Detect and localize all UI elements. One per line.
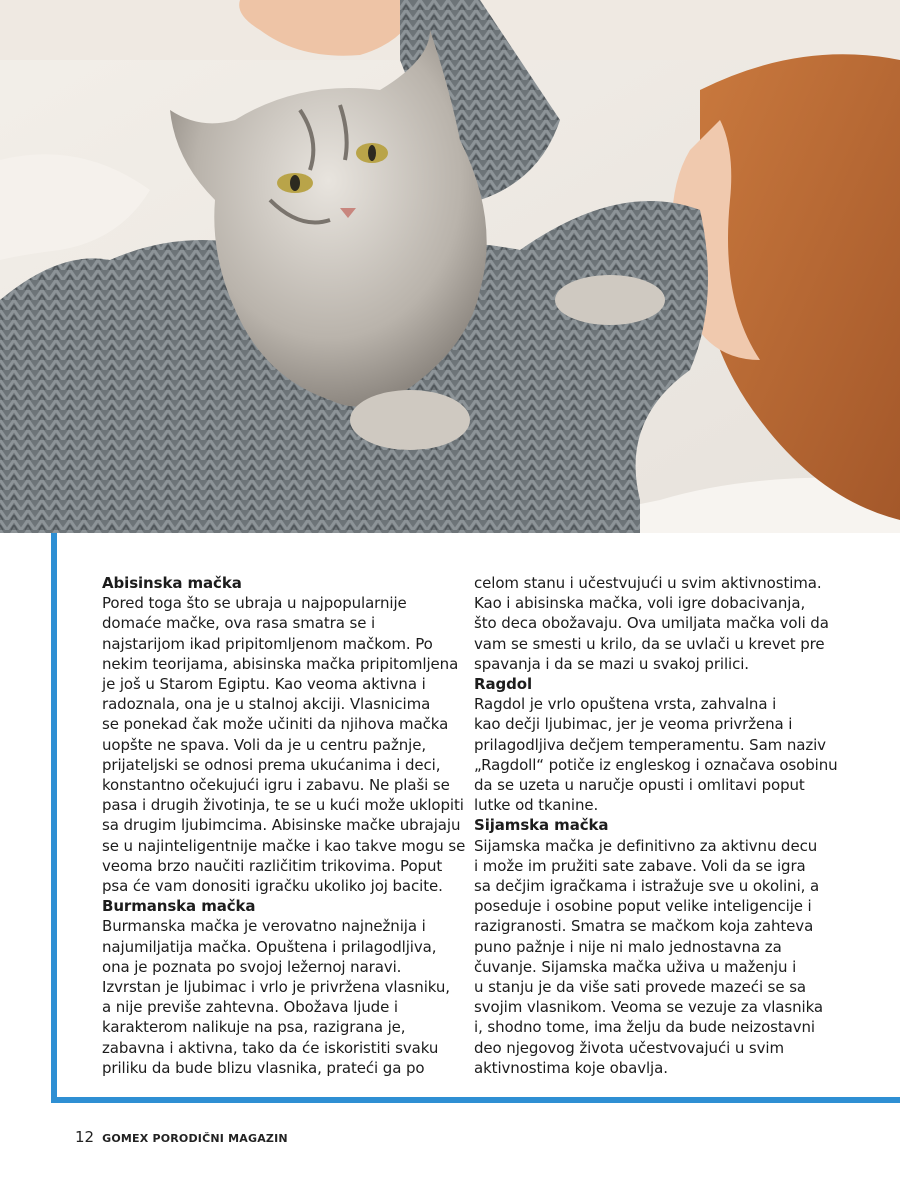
article-column-right xyxy=(474,573,846,1078)
body-text-line: domaće mačke, ova rasa smatra se i xyxy=(102,614,376,633)
body-text-line: radoznala, ona je u stalnoj akciji. Vlasnicima xyxy=(102,695,431,714)
body-text-line: prilagodljiva dečjem temperamentu. Sam naziv xyxy=(474,735,826,754)
body-text-line: deo njegovog života učestvovajući u svim xyxy=(474,1038,784,1057)
body-text-line: Izvrstan je ljubimac i vrlo je privržena vlasniku, xyxy=(102,978,450,997)
body-text-line: razigranosti. Smatra se mačkom koja zahteva xyxy=(474,917,814,936)
body-text-line: nekim teorijama, abisinska mačka pripitomljena xyxy=(102,654,459,673)
cat-photo-icon xyxy=(0,0,900,533)
body-text-line: Burmanska mačka je verovatno najnežnija i xyxy=(102,917,426,936)
body-text-line: najstarijom ikad pripitomljenom mačkom. Po xyxy=(102,634,433,653)
body-text-line: priliku da bude blizu vlasnika, prateći ga po xyxy=(102,1058,425,1077)
body-text-line: zabavna i aktivna, tako da će iskoristiti svaku xyxy=(102,1038,439,1057)
body-text-line: psa će vam donositi igračku ukoliko joj bacite. xyxy=(102,877,443,896)
accent-frame-bottom xyxy=(51,1097,900,1103)
body-text-line: kao dečji ljubimac, jer je veoma privržena i xyxy=(474,715,793,734)
body-text-line: Sijamska mačka je definitivno za aktivnu decu xyxy=(474,836,818,855)
body-text-line: svojim vlasnikom. Veoma se vezuje za vlasnika xyxy=(474,998,823,1017)
magazine-name: GOMEX PORODIČNI MAGAZIN xyxy=(102,1132,288,1145)
body-text-line: se ponekad čak može učiniti da njihova mačka xyxy=(102,715,449,734)
body-text-line: pasa i drugih životinja, te se u kući može uklopiti xyxy=(102,796,464,815)
body-text-line: najumiljatija mačka. Opuštena i prilagodljiva, xyxy=(102,937,437,956)
body-text-line: je još u Starom Egiptu. Kao veoma aktivna i xyxy=(102,675,426,694)
body-text-line: u stanju je da više sati provede mazeći se sa xyxy=(474,978,807,997)
body-text-line: sa dečjim igračkama i istražuje sve u okolini, a xyxy=(474,877,820,896)
body-text-line: Ragdol je vrlo opuštena vrsta, zahvalna i xyxy=(474,695,777,714)
body-text-line: ona je poznata po svojoj ležernoj naravi. xyxy=(102,957,402,976)
accent-frame-left xyxy=(51,533,57,1102)
body-text-line: karakterom nalikuje na psa, razigrana je, xyxy=(102,1018,406,1037)
body-text-line: lutke od tkanine. xyxy=(474,796,599,815)
page-number: 12 xyxy=(75,1128,95,1146)
section-heading: Sijamska mačka xyxy=(474,816,609,835)
body-text-line: poseduje i osobine poput velike inteligencije i xyxy=(474,897,812,916)
page-footer xyxy=(75,1128,288,1146)
body-text-line: sa drugim ljubimcima. Abisinske mačke ubrajaju xyxy=(102,816,461,835)
body-text-line: „Ragdoll“ potiče iz engleskog i označava osobinu xyxy=(474,755,838,774)
body-text-line: Pored toga što se ubraja u najpopularnije xyxy=(102,594,407,613)
body-text-line: puno pažnje i nije ni malo jednostavna za xyxy=(474,937,782,956)
section-heading: Abisinska mačka xyxy=(102,574,242,592)
body-text-line: da se uzeta u naručje opusti i omlitavi poput xyxy=(474,776,805,795)
section-heading: Ragdol xyxy=(474,675,532,694)
body-text-line: Kao i abisinska mačka, voli igre dobacivanja, xyxy=(474,594,806,613)
body-text-line: vam se smesti u krilo, da se uvlači u krevet pre xyxy=(474,634,825,653)
cat-photo xyxy=(0,0,900,533)
body-text-line: veoma brzo naučiti različitim trikovima. Poput xyxy=(102,856,443,875)
body-text-line: a nije previše zahtevna. Obožava ljude i xyxy=(102,998,398,1017)
body-text-line: prijateljski se odnosi prema ukućanima i deci, xyxy=(102,755,441,774)
body-text-line: i, shodno tome, ima želju da bude neizostavni xyxy=(474,1018,815,1037)
body-text-line: čuvanje. Sijamska mačka uživa u maženju i xyxy=(474,957,797,976)
section-heading: Burmanska mačka xyxy=(102,897,256,916)
body-text-line: konstantno očekujući igru i zabavu. Ne plaši se xyxy=(102,776,450,795)
body-text-line: spavanja i da se mazi u svakoj prilici. xyxy=(474,654,749,673)
body-text-line: uopšte ne spava. Voli da je u centru pažnje, xyxy=(102,735,426,754)
body-text-line: aktivnostima koje obavlja. xyxy=(474,1058,668,1077)
body-text-line: celom stanu i učestvujući u svim aktivnostima. xyxy=(474,574,822,592)
body-text-line: što deca obožavaju. Ova umiljata mačka voli da xyxy=(474,614,829,633)
article-column-left xyxy=(102,573,464,1078)
body-text-line: i može im pružiti sate zabave. Voli da se igra xyxy=(474,856,806,875)
body-text-line: se u najinteligentnije mačke i kao takve mogu se xyxy=(102,836,466,855)
